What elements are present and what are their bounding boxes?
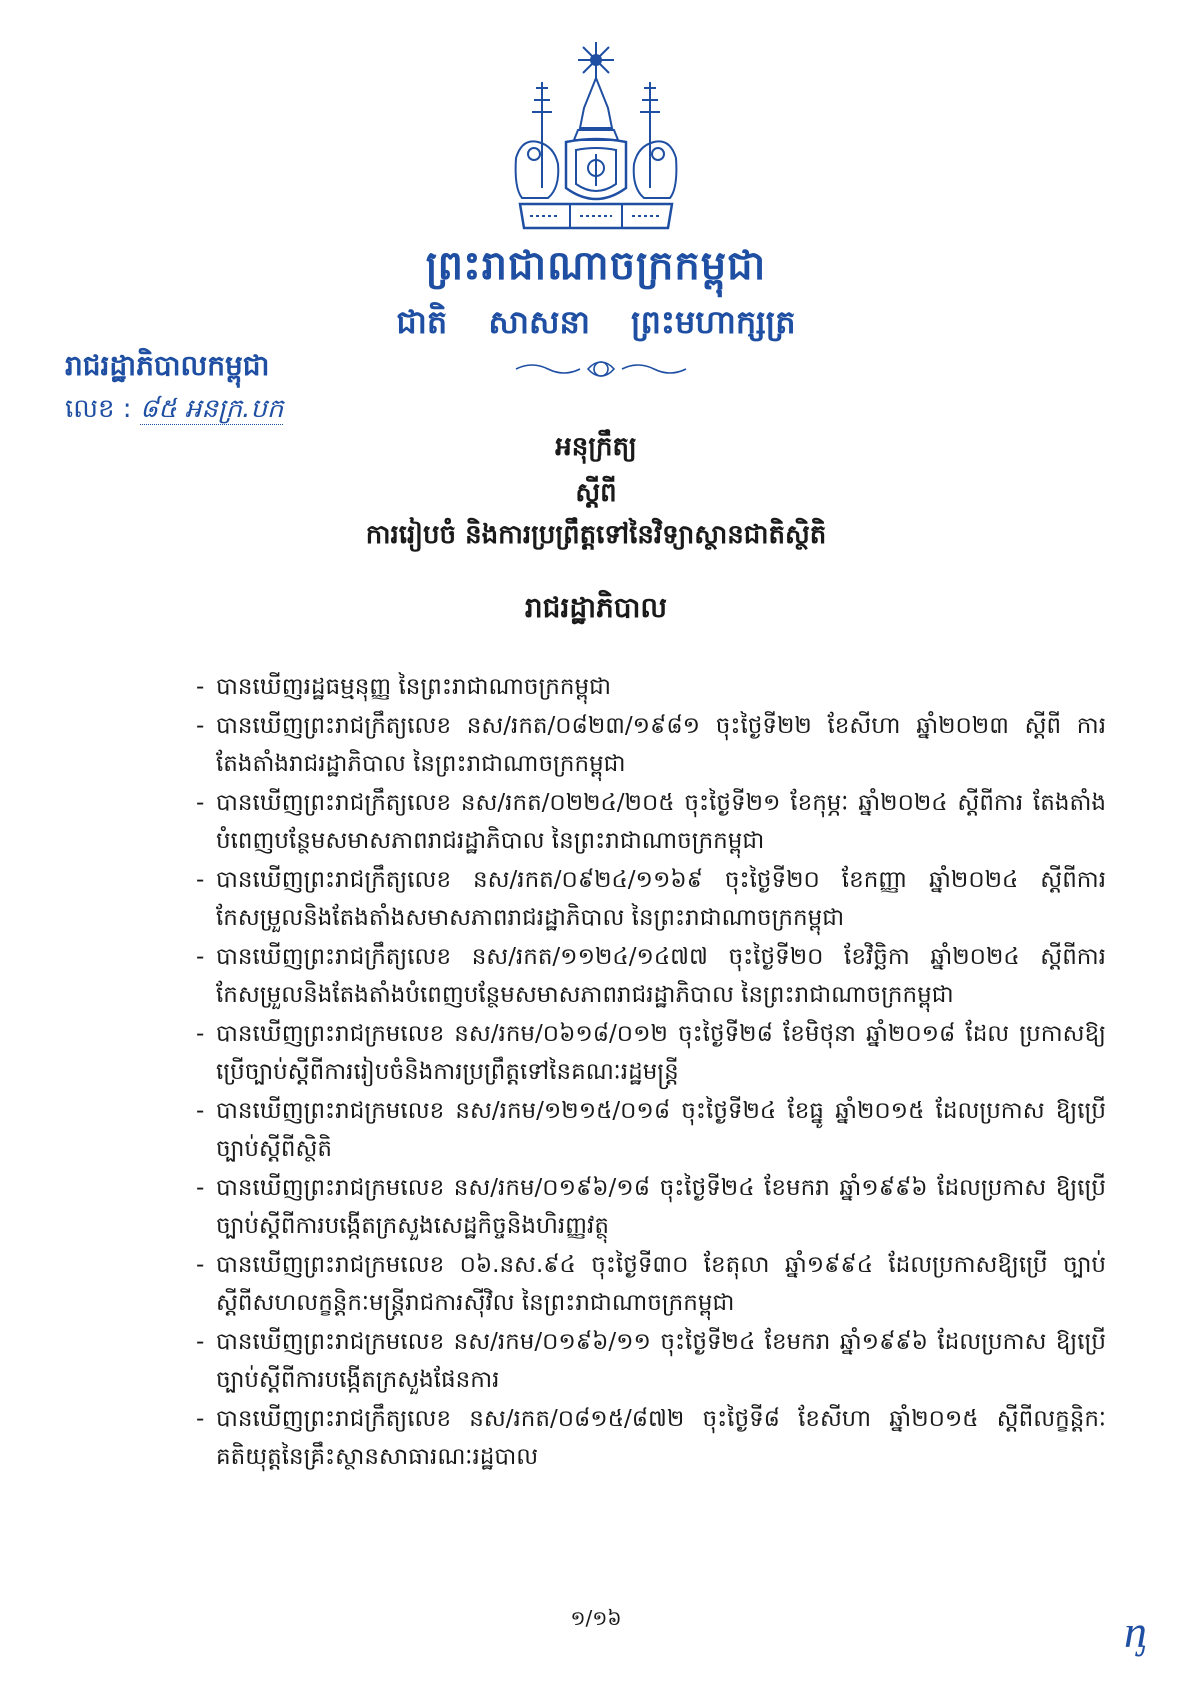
list-item: - បានឃើញព្រះរាជក្រមលេខ ០៦.នស.៩៤ ចុះថ្ងៃទី៣០ ខែតុលា ឆ្នាំ១៩៩៤ ដែលប្រកាសឱ្យប្រើ ច្បាប់ស្តីពីសហលក្ខន្តិកៈមន្ត្រីរាជការស៊ីវិល នៃព្រះរាជាណាចក្រកម្ពុជា: [196, 1246, 1106, 1323]
document-number: [65, 392, 283, 430]
list-item: - បានឃើញព្រះរាជក្រឹត្យលេខ នស/រកត/០៨២៣/១៩៨១ ចុះថ្ងៃទី២២ ខែសីហា ឆ្នាំ២០២៣ ស្តីពី ការតែងតាំងរាជរដ្ឋាភិបាល នៃព្រះរាជាណាចក្រកម្ពុជា: [196, 707, 1106, 784]
list-item: - បានឃើញព្រះរាជក្រឹត្យលេខ នស/រកត/០២២៤/២០៥ ចុះថ្ងៃទី២១ ខែកុម្ភៈ ឆ្នាំ២០២៤ ស្តីពីការ តែងតាំងបំពេញបន្ថែមសមាសភាពរាជរដ្ឋាភិបាល នៃព្រះរាជាណាចក្រកម្ពុជា: [196, 784, 1106, 861]
document-subject: ការរៀបចំ និងការប្រព្រឹត្តទៅនៃវិទ្យាស្ថានជាតិស្ថិតិ: [365, 520, 827, 550]
issuing-authority: រាជរដ្ឋាភិបាលកម្ពុជា: [65, 349, 270, 382]
page-number: ១/១៦: [570, 1606, 622, 1630]
about-label: ស្តីពី: [575, 478, 617, 508]
kingdom-name: ព្រះរាជាណាចក្រកម្ពុជា: [425, 243, 767, 289]
ornamental-divider-icon: [512, 358, 690, 380]
motto-religion: សាសនា: [488, 303, 590, 341]
national-motto: [0, 302, 1192, 349]
document-number-value: ៨៥ អនក្រ.បក: [139, 394, 284, 424]
list-item: - បានឃើញរដ្ឋធម្មនុញ្ញ នៃព្រះរាជាណាចក្រកម្ពុជា: [196, 668, 1106, 707]
list-item: - បានឃើញព្រះរាជក្រឹត្យលេខ នស/រកត/០៩២៤/១១៦៩ ចុះថ្ងៃទី២០ ខែកញ្ញា ឆ្នាំ២០២៤ ស្តីពីការ កែសម្រួលនិងតែងតាំងសមាសភាពរាជរដ្ឋាភិបាល នៃព្រះរាជាណាចក្រកម្ពុជា: [196, 861, 1106, 938]
list-item: - បានឃើញព្រះរាជក្រមលេខ នស/រកម/០១៩៦/១៨ ចុះថ្ងៃទី២៤ ខែមករា ឆ្នាំ១៩៩៦ ដែលប្រកាស ឱ្យប្រើច្បាប់ស្តីពីការបង្កើតក្រសួងសេដ្ឋកិច្ចនិងហិរញ្ញវត្ថុ: [196, 1169, 1106, 1246]
legal-basis-list: [196, 668, 1106, 1477]
document-number-label: លេខ :: [65, 394, 132, 424]
list-item: - បានឃើញព្រះរាជក្រឹត្យលេខ នស/រកត/០៨១៥/៨៧២ ចុះថ្ងៃទី៨ ខែសីហា ឆ្នាំ២០១៥ ស្តីពីលក្ខន្តិកៈ គតិយុត្តនៃគ្រឹះស្ថានសាធារណៈរដ្ឋបាល: [196, 1400, 1106, 1477]
royal-emblem-icon: [508, 38, 684, 236]
motto-king: ព្រះមហាក្សត្រ: [631, 303, 796, 341]
list-item: - បានឃើញព្រះរាជក្រមលេខ នស/រកម/១២១៥/០១៨ ចុះថ្ងៃទី២៤ ខែធ្នូ ឆ្នាំ២០១៥ ដែលប្រកាស ឱ្យប្រើច្បាប់ស្តីពីស្ថិតិ: [196, 1092, 1106, 1169]
list-item: - បានឃើញព្រះរាជក្រមលេខ នស/រកម/០១៩៦/១១ ចុះថ្ងៃទី២៤ ខែមករា ឆ្នាំ១៩៩៦ ដែលប្រកាស ឱ្យប្រើច្បាប់ស្តីពីការបង្កើតក្រសួងផែនការ: [196, 1323, 1106, 1400]
list-item: - បានឃើញព្រះរាជក្រឹត្យលេខ នស/រកត/១១២៤/១៤៧៧ ចុះថ្ងៃទី២០ ខែវិច្ឆិកា ឆ្នាំ២០២៤ ស្តីពីការ កែសម្រួលនិងតែងតាំងបំពេញបន្ថែមសមាសភាពរាជរដ្ឋាភិបាល នៃព្រះរាជាណាចក្រកម្ពុជា: [196, 938, 1106, 1015]
document-type: អនុក្រឹត្យ: [555, 432, 637, 462]
motto-nation: ជាតិ: [396, 303, 448, 341]
list-item: - បានឃើញព្រះរាជក្រមលេខ នស/រកម/០៦១៨/០១២ ចុះថ្ងៃទី២៨ ខែមិថុនា ឆ្នាំ២០១៨ ដែល ប្រកាសឱ្យប្រើច្បាប់ស្តីពីការរៀបចំនិងការប្រព្រឹត្តទៅនៃគណៈរដ្ឋមន្ត្រី: [196, 1015, 1106, 1092]
issuing-body-heading: រាជរដ្ឋាភិបាល: [524, 591, 668, 624]
handwritten-initial: ᶇ: [1124, 1604, 1147, 1658]
